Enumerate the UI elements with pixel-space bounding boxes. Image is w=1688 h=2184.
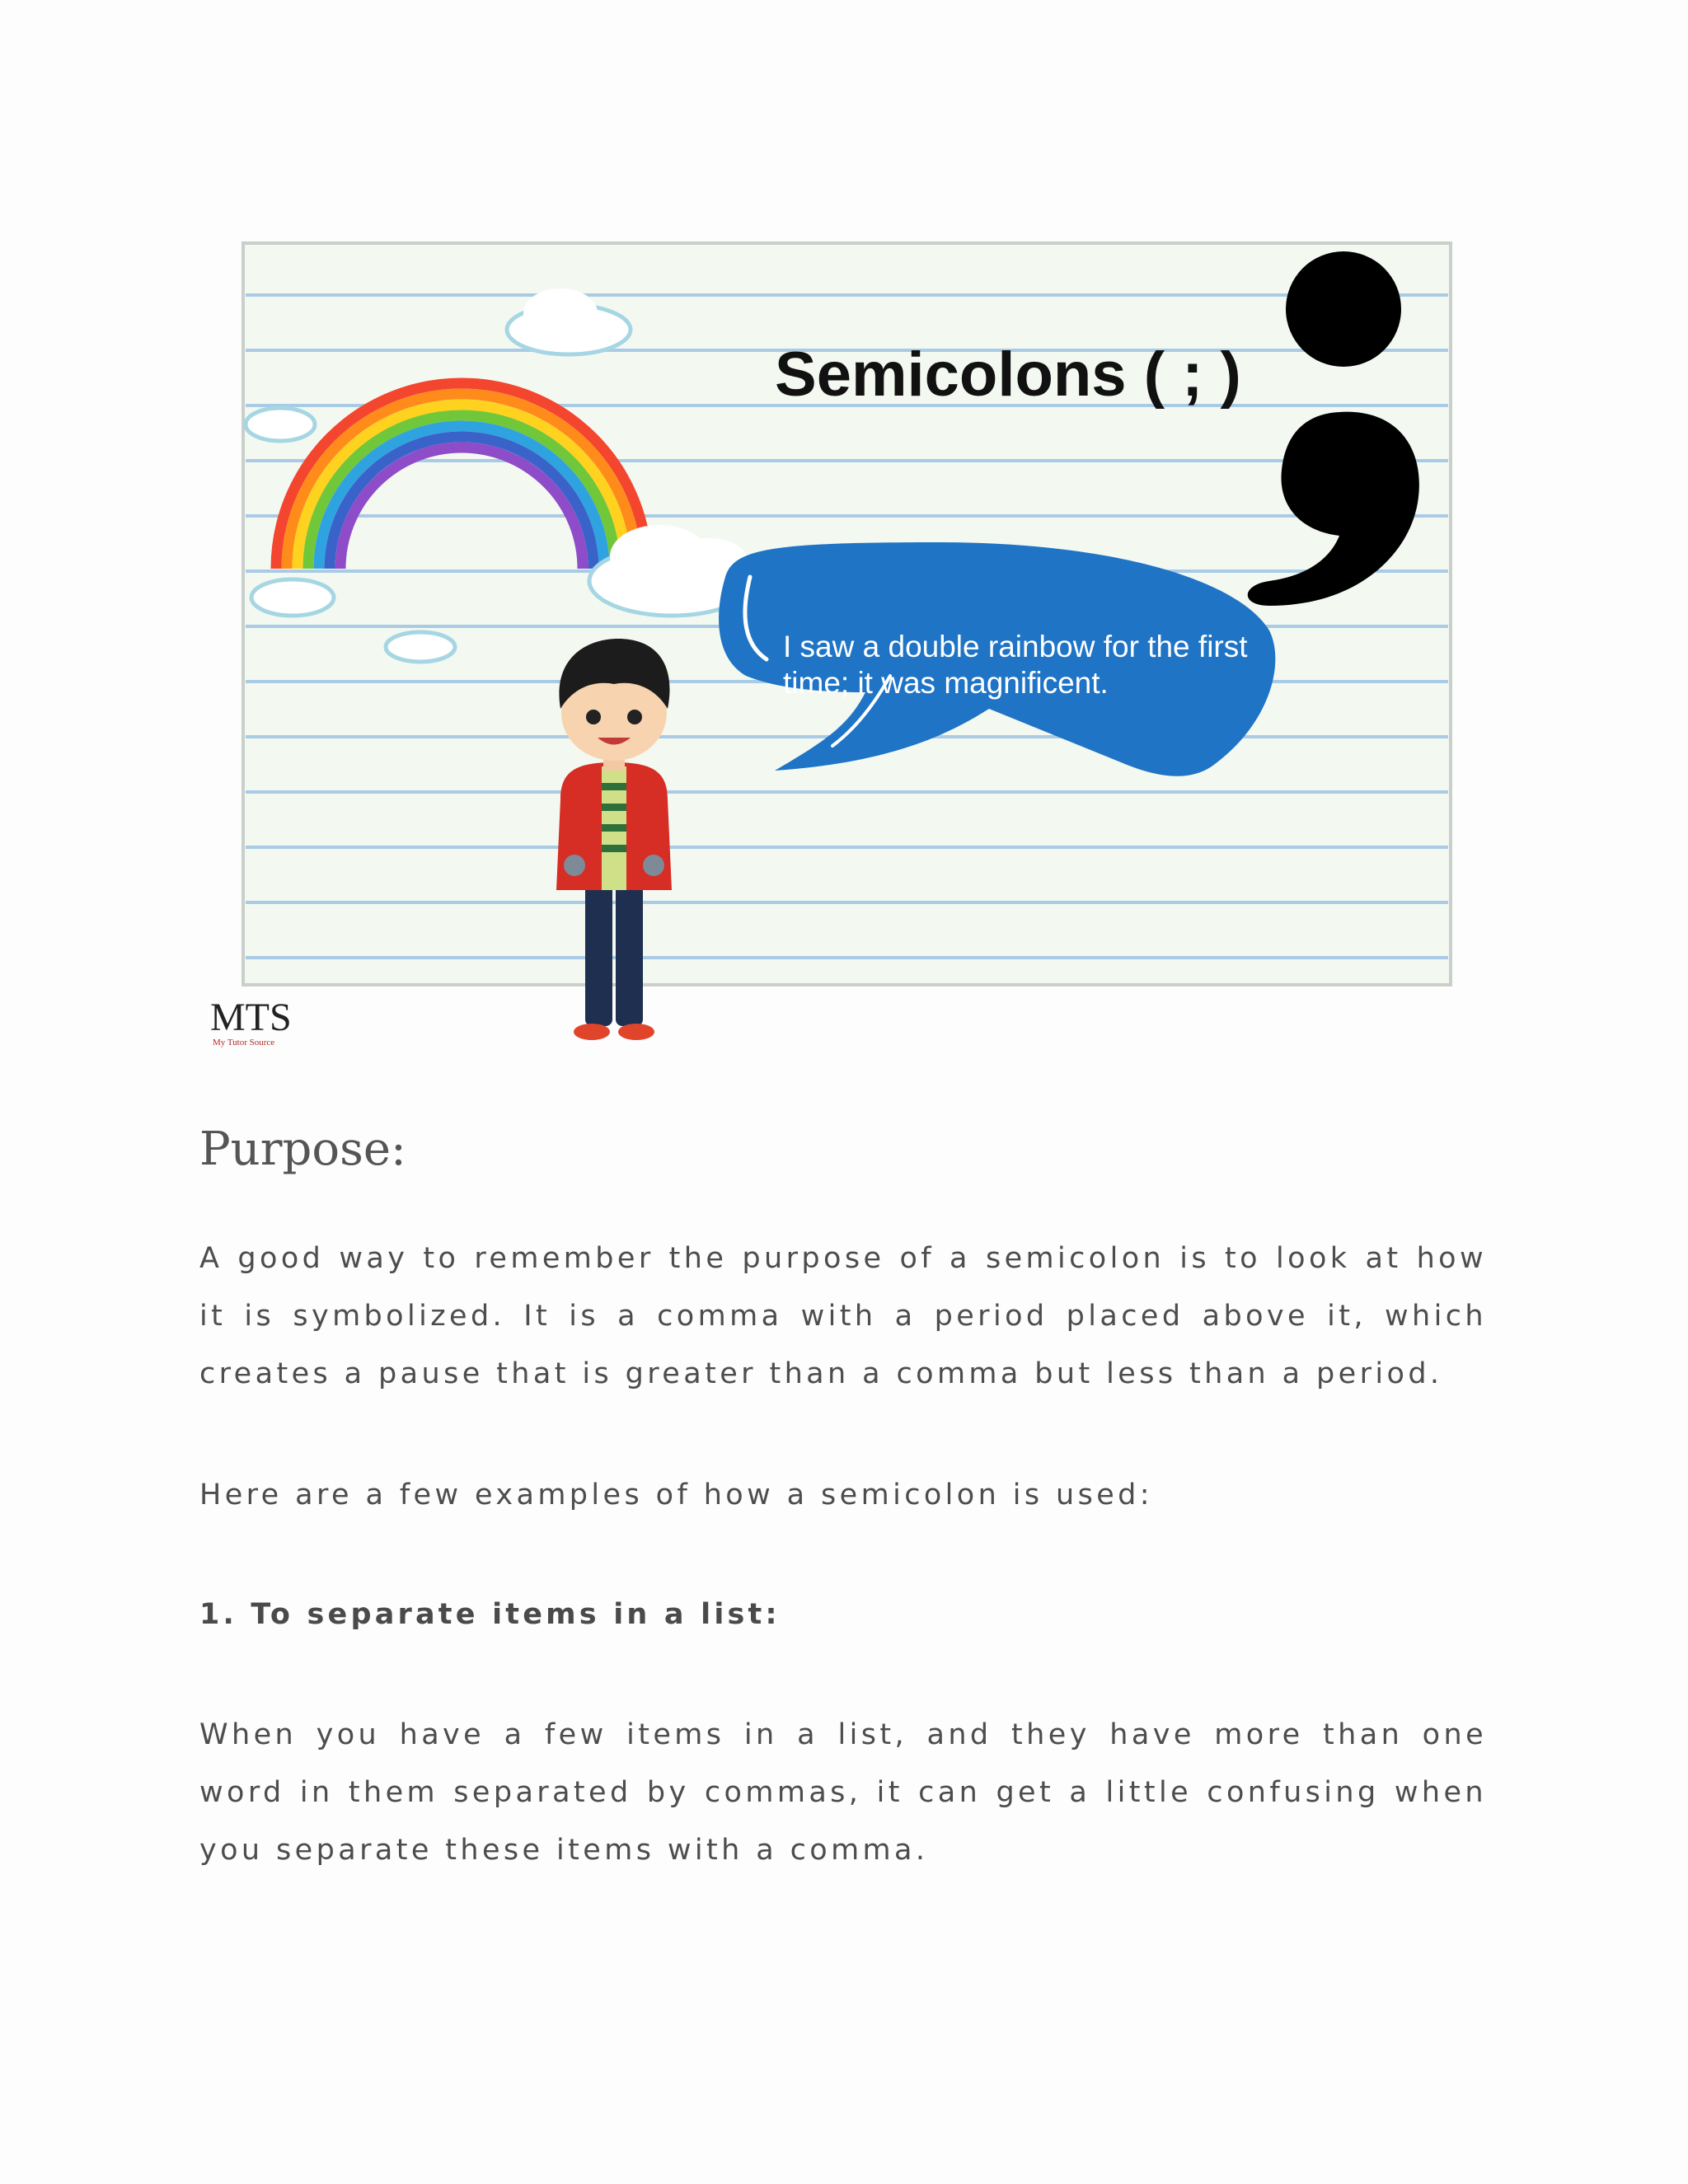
semicolon-illustration: [198, 231, 1467, 1055]
speech-text-line-1: I saw a double rainbow for the first: [783, 630, 1248, 663]
paragraph-list-explanation: When you have a few items in a list, and they have more than one word in them separated by commas, it can get a little confusing when you separate these items with a comma.: [199, 1718, 1487, 1867]
list-item-heading-1: 1. To separate items in a list:: [199, 1598, 781, 1631]
paragraph-purpose: A good way to remember the purpose of a semicolon is to look at how it is symbolized. It is a comma with a period placed above it, which creates a pause that is greater than a comma but less than a period.: [199, 1242, 1487, 1390]
illustration-title: Semicolons ( ; ): [775, 340, 1241, 410]
paragraph-examples-intro: Here are a few examples of how a semicolon is used:: [199, 1479, 1153, 1511]
logo-text: MTS: [210, 996, 292, 1039]
mts-logo: [210, 996, 292, 1047]
logo-subtext: My Tutor Source: [213, 1038, 275, 1047]
section-heading-purpose: Purpose:: [199, 1122, 406, 1176]
speech-text-line-2: time; it was magnificent.: [783, 666, 1109, 700]
